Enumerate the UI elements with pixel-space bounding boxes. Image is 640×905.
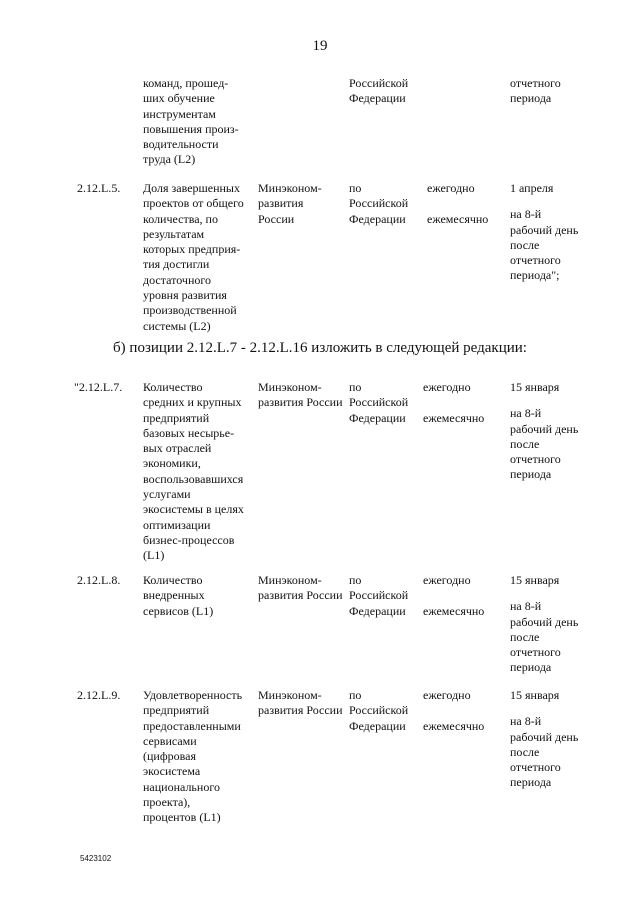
row-l8-scope-value: Российской Федерации <box>349 588 409 618</box>
row-l5-deadline1: 1 апреля <box>510 181 554 195</box>
row-l8-freq1: ежегодно <box>423 573 471 587</box>
row-l5-scope-frequency <box>349 181 489 227</box>
row-l8-deadline2: на 8-й рабочий день после отчетного периода <box>510 599 579 675</box>
row-l7-scope-label: по <box>349 380 362 394</box>
row-l9-code: 2.12.L.9. <box>77 688 121 702</box>
continued-deadline: отчетного периода <box>510 76 561 106</box>
row-l9-deadline1: 15 января <box>510 688 560 702</box>
row-l7-freq1: ежегодно <box>423 380 471 394</box>
row-l7-agency: Минэконом- развития России <box>258 380 343 410</box>
row-l7-deadline2: на 8-й рабочий день после отчетного периода <box>510 406 579 482</box>
row-l8-agency: Минэконом- развития России <box>258 573 343 603</box>
row-l7-indicator: Количество средних и крупных предприятий базовых несырье- вых отраслей экономики, воспользовавшихся услугами экосистемы в целях оптимизации бизнес-процессов (L1) <box>143 380 244 563</box>
continued-scope: Российской Федерации <box>349 76 409 106</box>
row-l8-deadline <box>510 573 605 676</box>
row-l9-scope-value: Российской Федерации <box>349 703 409 733</box>
row-l7-deadline1: 15 января <box>510 380 560 394</box>
continued-indicator: команд, прошед- ших обучение инструментам повышения произ- водительности труда (L2) <box>143 76 239 167</box>
row-l8-freq2: ежемесячно <box>423 603 485 618</box>
row-l9-agency: Минэконом- развития России <box>258 688 343 718</box>
row-l9-freq1: ежегодно <box>423 688 471 702</box>
row-l5-deadline2: на 8-й рабочий день после отчетного периода"; <box>510 207 579 283</box>
row-l8-indicator: Количество внедренных сервисов (L1) <box>143 573 214 618</box>
row-l9-deadline2: на 8-й рабочий день после отчетного периода <box>510 714 579 790</box>
row-l7-code: "2.12.L.7. <box>74 380 123 394</box>
row-l5-deadline <box>510 181 605 284</box>
row-l8-deadline1: 15 января <box>510 573 560 587</box>
row-l8-scope-frequency <box>349 573 485 619</box>
row-l9-scope-frequency <box>349 688 485 734</box>
row-l5-scope-label: по <box>349 181 362 195</box>
row-l5-scope-value: Российской Федерации <box>349 196 409 226</box>
row-l7-scope-value: Российской Федерации <box>349 395 409 425</box>
row-l9-indicator: Удовлетворенность предприятий предоставленными сервисами (цифровая экосистема национального проекта), процентов (L1) <box>143 688 243 825</box>
row-l8-scope-label: по <box>349 573 362 587</box>
footer-code: 5423102 <box>80 854 112 863</box>
row-l5-indicator: Доля завершенных проектов от общего количества, по результатам которых предприя- тия достигли достаточного уровня развития производственной системы (L2) <box>143 181 244 333</box>
row-l9-deadline <box>510 688 605 791</box>
section-heading: б) позиции 2.12.L.7 - 2.12.L.16 изложить в следующей редакции: <box>113 340 527 356</box>
row-l7-freq2: ежемесячно <box>423 410 485 425</box>
row-l7-deadline <box>510 380 605 483</box>
row-l5-agency: Минэконом- развития России <box>258 181 322 226</box>
row-l5-freq1: ежегодно <box>427 181 475 195</box>
row-l8-code: 2.12.L.8. <box>77 573 121 587</box>
row-l5-code: 2.12.L.5. <box>77 181 121 195</box>
row-l5-freq2: ежемесячно <box>427 211 489 226</box>
row-l9-scope-label: по <box>349 688 362 702</box>
page-number: 19 <box>312 38 328 54</box>
row-l9-freq2: ежемесячно <box>423 718 485 733</box>
row-l7-scope-frequency <box>349 380 485 426</box>
